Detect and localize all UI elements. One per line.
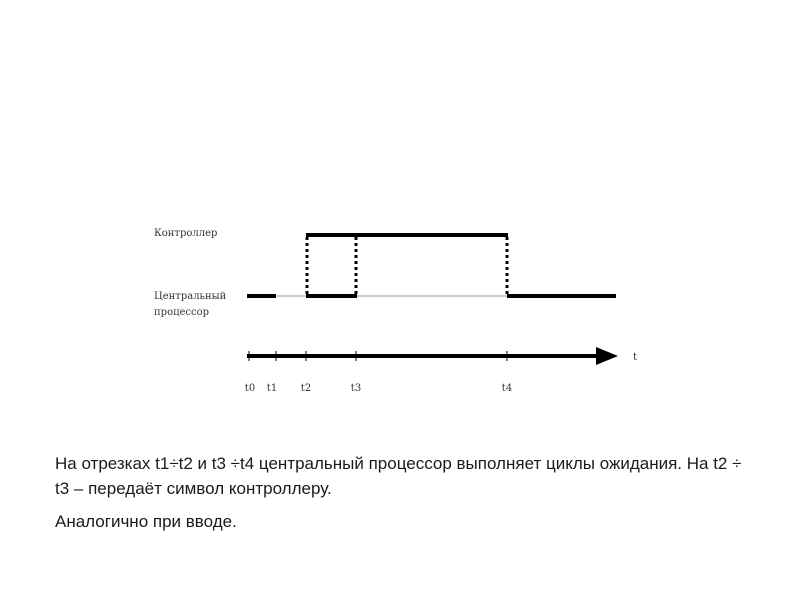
input-note-paragraph: Аналогично при вводе.: [55, 512, 237, 531]
tick-label-t4: t4: [501, 383, 513, 394]
tick-label-t0: t0: [244, 383, 256, 394]
time-axis-label: t: [633, 352, 638, 363]
cpu-label-line1: Центральный: [154, 291, 227, 302]
controller-label: Контроллер: [154, 228, 218, 239]
tick-label-t2: t2: [300, 383, 312, 394]
description-paragraph: На отрезках t1÷t2 и t3 ÷t4 центральный процессор выполняет циклы ожидания. На t2 ÷ t3 – передаёт символ контроллеру.: [55, 454, 742, 498]
tick-label-t3: t3: [350, 383, 362, 394]
time-axis-arrowhead: [596, 347, 618, 365]
tick-label-t1: t1: [266, 383, 278, 394]
cpu-label-line2: процессор: [154, 307, 210, 318]
